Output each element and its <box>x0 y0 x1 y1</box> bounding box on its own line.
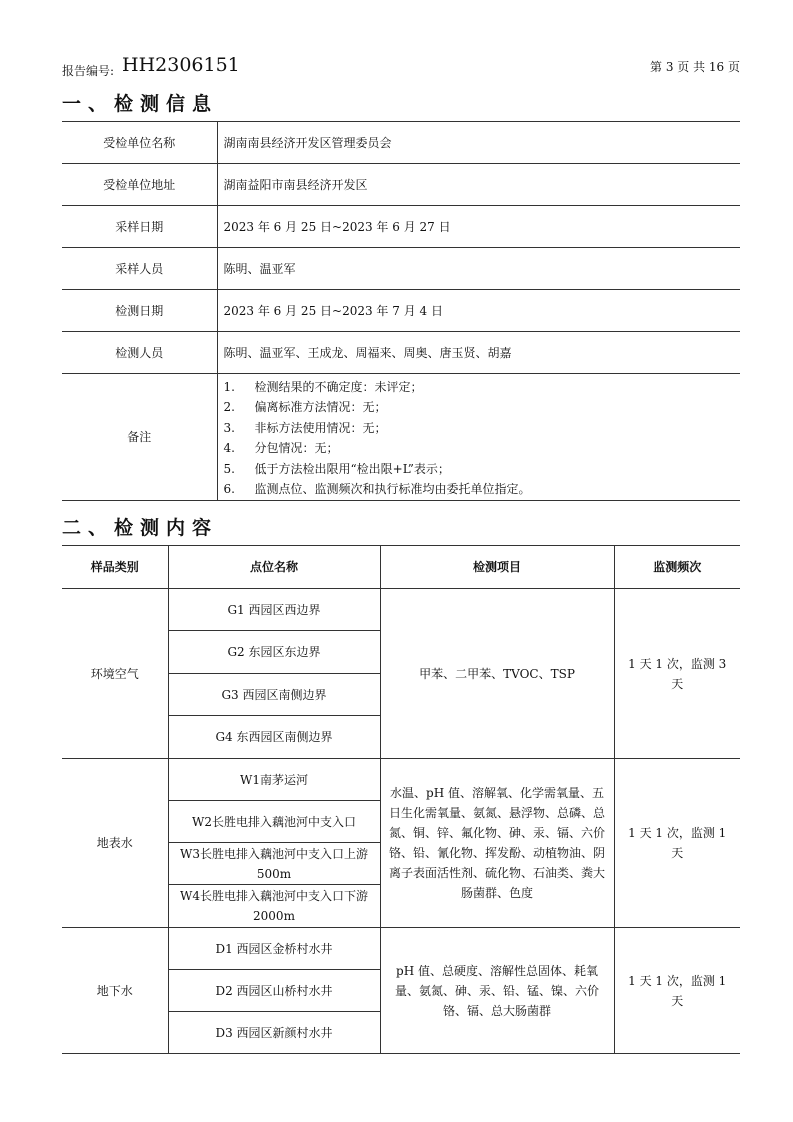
test-items: 甲苯、二甲苯、TVOC、TSP <box>380 589 614 759</box>
table-row <box>62 164 740 206</box>
point-name: G4 东西园区南侧边界 <box>168 716 380 759</box>
row-label: 采样人员 <box>62 248 217 290</box>
table-row <box>62 589 740 631</box>
list-item: 6. 监测点位、监测频次和执行标准均由委托单位指定。 <box>223 482 531 496</box>
table-row <box>62 122 740 164</box>
report-number-label: 报告编号: <box>62 64 115 78</box>
inspection-info-table <box>62 121 740 501</box>
row-label: 受检单位地址 <box>62 164 217 206</box>
section-title-inspection-content: 二、检测内容 <box>62 517 219 539</box>
table-row <box>62 290 740 332</box>
page-info: 第 3 页 共 16 页 <box>650 60 740 74</box>
page-header <box>62 52 740 80</box>
sample-category: 地表水 <box>62 759 168 928</box>
point-name: G3 西园区南侧边界 <box>168 674 380 716</box>
point-name: G1 西园区西边界 <box>168 589 380 631</box>
list-item: 4. 分包情况：无； <box>223 441 339 455</box>
table-row <box>62 248 740 290</box>
table-row <box>62 332 740 374</box>
row-value: 湖南南县经济开发区管理委员会 <box>217 122 740 164</box>
frequency: 1 天 1 次，监测 1 天 <box>614 759 740 928</box>
row-value: 2023 年 6 月 25 日~2023 年 6 月 27 日 <box>217 206 740 248</box>
report-number: HH2306151 <box>122 54 240 76</box>
list-item: 1. 检测结果的不确定度：未评定； <box>223 379 423 394</box>
frequency: 1 天 1 次，监测 1 天 <box>614 928 740 1054</box>
point-name: D1 西园区金桥村水井 <box>168 928 380 970</box>
col-header-point: 点位名称 <box>168 546 380 589</box>
table-row <box>62 928 740 970</box>
row-label: 采样日期 <box>62 206 217 248</box>
sample-category: 环境空气 <box>62 589 168 759</box>
table-row <box>62 759 740 801</box>
col-header-items: 检测项目 <box>380 546 614 589</box>
list-item: 3. 非标方法使用情况：无； <box>223 420 387 435</box>
list-item: 5. 低于方法检出限用“检出限+L”表示； <box>223 461 450 476</box>
point-name: D2 西园区山桥村水井 <box>168 970 380 1012</box>
section-title-inspection-info: 一、检测信息 <box>62 93 219 115</box>
frequency: 1 天 1 次，监测 3 天 <box>614 589 740 759</box>
row-value: 湖南益阳市南县经济开发区 <box>217 164 740 206</box>
inspection-content-table <box>62 545 740 1054</box>
notes-list <box>224 375 735 500</box>
notes-label: 备注 <box>62 374 217 501</box>
row-label: 检测人员 <box>62 332 217 374</box>
notes-row <box>62 374 740 501</box>
table-header-row <box>62 546 740 589</box>
point-name: W2长胜电排入藕池河中支入口 <box>168 801 380 843</box>
row-value: 陈明、温亚军 <box>217 248 740 290</box>
test-items: 水温、pH 值、溶解氧、化学需氧量、五日生化需氧量、氨氮、悬浮物、总磷、总氮、铜、锌、氟化物、砷、汞、镉、六价铬、铅、氰化物、挥发酚、动植物油、阴离子表面活性剂、硫化物、石油类、粪大肠菌群、色度 <box>380 759 614 928</box>
row-label: 检测日期 <box>62 290 217 332</box>
list-item: 2. 偏离标准方法情况：无； <box>223 400 387 414</box>
col-header-category: 样品类别 <box>62 546 168 589</box>
row-value: 陈明、温亚军、王成龙、周福来、周奥、唐玉贤、胡嘉 <box>217 332 740 374</box>
point-name: G2 东园区东边界 <box>168 631 380 674</box>
point-name: W1南茅运河 <box>168 759 380 801</box>
point-name: W4长胜电排入藕池河中支入口下游2000m <box>168 885 380 928</box>
point-name: W3长胜电排入藕池河中支入口上游500m <box>168 843 380 885</box>
sample-category: 地下水 <box>62 928 168 1054</box>
test-items: pH 值、总硬度、溶解性总固体、耗氧量、氨氮、砷、汞、铅、锰、镍、六价铬、镉、总大肠菌群 <box>380 928 614 1054</box>
table-row <box>62 206 740 248</box>
row-value: 2023 年 6 月 25 日~2023 年 7 月 4 日 <box>217 290 740 332</box>
point-name: D3 西园区新颜村水井 <box>168 1012 380 1054</box>
notes-cell <box>217 374 740 501</box>
col-header-frequency: 监测频次 <box>614 546 740 589</box>
row-label: 受检单位名称 <box>62 122 217 164</box>
